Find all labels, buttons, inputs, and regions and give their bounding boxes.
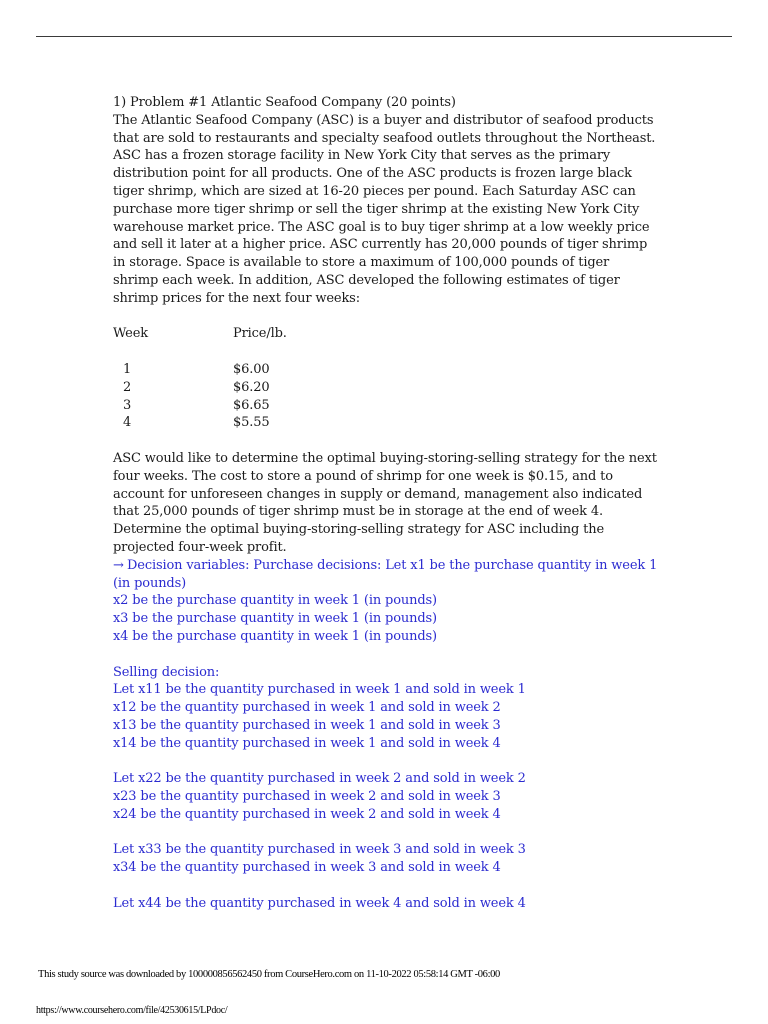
table-row <box>113 414 413 432</box>
price-cell: $6.65 <box>233 397 270 413</box>
problem-intro: The Atlantic Seafood Company (ASC) is a buyer and distributor of seafood products that are sold to restaurants and specialty seafood outlets throughout the Northeast. ASC has a frozen storage facility in New York City that serves as the primary distribution point for all products. One of the ASC products is frozen large black tiger shrimp, which are sized at 16-20 pieces per pound. Each Saturday ASC can purchase more tiger shrimp or sell the tiger shrimp at the existing New York City warehouse market price. The ASC goal is to buy tiger shrimp at a low weekly price and sell it later at a higher price. ASC currently has 20,000 pounds of tiger shrimp in storage. Space is available to store a maximum of 100,000 pounds of tiger shrimp each week. In addition, ASC developed the following estimates of tiger shrimp prices for the next four weeks: <box>113 112 656 306</box>
source-url-link[interactable]: https://www.coursehero.com/file/42530615/LPdoc/ <box>36 1005 228 1016</box>
price-cell: $5.55 <box>233 415 270 431</box>
answer-section <box>113 557 658 913</box>
list-item: x13 be the quantity purchased in week 1 and sold in week 3 <box>113 717 501 733</box>
decision-variables-line <box>113 557 658 593</box>
selling-decision-header: Selling decision: <box>113 664 220 680</box>
price-column-header: Price/lb. <box>233 326 287 342</box>
top-divider <box>36 36 732 37</box>
list-item: x23 be the quantity purchased in week 2 and sold in week 3 <box>113 789 501 805</box>
table-row <box>113 397 413 415</box>
list-item: x34 be the quantity purchased in week 3 and sold in week 4 <box>113 860 501 876</box>
download-notice: This study source was downloaded by 100000856562450 from CourseHero.com on 11-10-2022 05:58:14 GMT -06:00 <box>38 969 500 980</box>
week-cell: 1 <box>123 361 132 377</box>
price-cell: $6.00 <box>233 361 270 377</box>
list-item: x3 be the purchase quantity in week 1 (in pounds) <box>113 611 437 627</box>
list-item: Let x33 be the quantity purchased in week 3 and sold in week 3 <box>113 842 526 858</box>
decision-variables-text: Decision variables: Purchase decisions: Let x1 be the purchase quantity in week 1 (in pounds) <box>113 557 658 591</box>
arrow-right-icon: → <box>113 557 124 573</box>
task-paragraph: Determine the optimal buying-storing-selling strategy for ASC including the projected four-week profit. <box>113 522 605 555</box>
document-body <box>113 94 658 913</box>
problem-title: 1) Problem #1 Atlantic Seafood Company (20 points) <box>113 95 456 110</box>
list-item: Let x22 be the quantity purchased in week 2 and sold in week 2 <box>113 771 526 787</box>
week-cell: 3 <box>123 397 132 413</box>
list-item: Let x11 be the quantity purchased in week 1 and sold in week 1 <box>113 682 526 698</box>
week-cell: 4 <box>123 415 132 431</box>
strategy-paragraph: ASC would like to determine the optimal buying-storing-selling strategy for the next four weeks. The cost to store a pound of shrimp for one week is $0.15, and to account for unforeseen changes in supply or demand, management also indicated that 25,000 pounds of tiger shrimp must be in storage at the end of week 4. <box>113 450 657 520</box>
table-row <box>113 361 413 379</box>
table-row <box>113 379 413 397</box>
price-table-header <box>113 325 413 343</box>
list-item: x4 be the purchase quantity in week 1 (in pounds) <box>113 628 437 644</box>
week-column-header: Week <box>113 326 148 342</box>
price-cell: $6.20 <box>233 379 270 395</box>
price-table <box>113 325 413 432</box>
week-cell: 2 <box>123 379 132 395</box>
list-item: x24 be the quantity purchased in week 2 and sold in week 4 <box>113 806 501 822</box>
list-item: x14 be the quantity purchased in week 1 and sold in week 4 <box>113 735 501 751</box>
list-item: x2 be the purchase quantity in week 1 (in pounds) <box>113 593 437 609</box>
list-item: Let x44 be the quantity purchased in week 4 and sold in week 4 <box>113 895 526 911</box>
list-item: x12 be the quantity purchased in week 1 and sold in week 2 <box>113 700 501 716</box>
